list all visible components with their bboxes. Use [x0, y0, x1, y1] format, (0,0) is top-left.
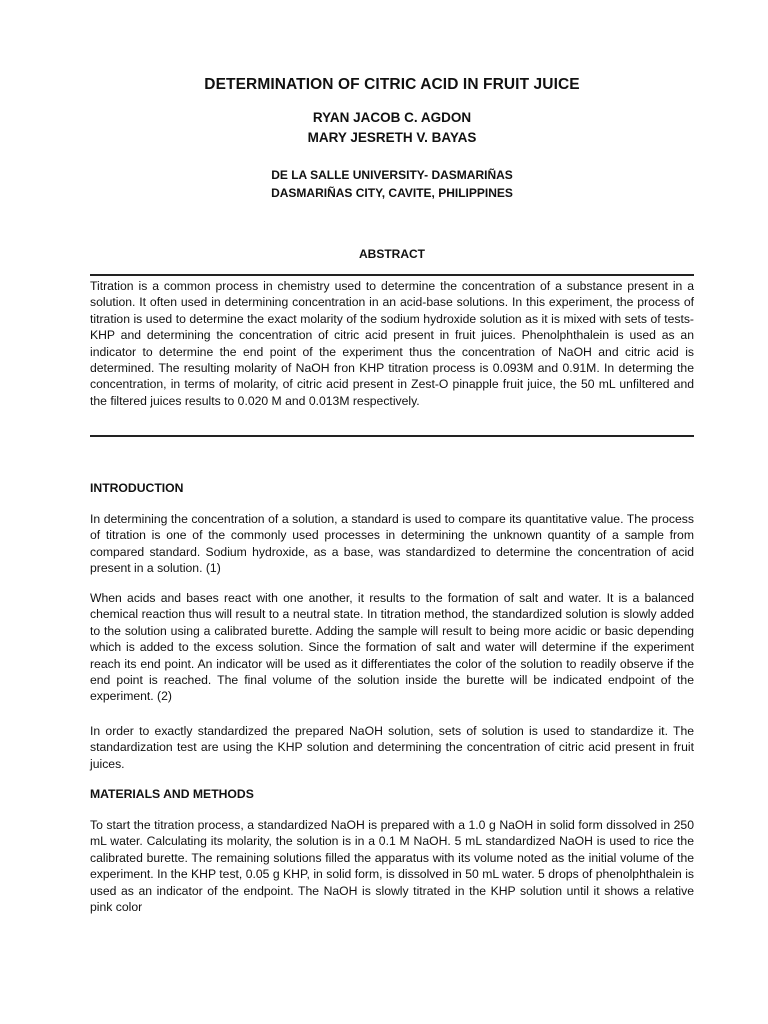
abstract-top-rule — [90, 274, 694, 276]
affiliation-line: DE LA SALLE UNIVERSITY- DASMARIÑAS — [271, 168, 513, 182]
methods-heading: MATERIALS AND METHODS — [90, 787, 254, 801]
introduction-paragraph: In order to exactly standardized the prepared NaOH solution, sets of solution is used to standardize it. The standardization test are using the KHP solution and determining the concentration of citric acid present in fruit juices. — [90, 724, 694, 771]
abstract-bottom-rule — [90, 435, 694, 437]
introduction-paragraph: In determining the concentration of a solution, a standard is used to compare its quantitative value. The process of titration is one of the commonly used processes in determining the unknown quantity of a sample from compared standard. Sodium hydroxide, as a base, was standardized to determine the concentration of acid present in a solution. (1) — [90, 512, 694, 576]
affiliation-line: DASMARIÑAS CITY, CAVITE, PHILIPPINES — [271, 186, 513, 200]
paper-page — [90, 0, 694, 1024]
introduction-heading: INTRODUCTION — [90, 481, 184, 495]
paper-title: DETERMINATION OF CITRIC ACID IN FRUIT JUICE — [204, 76, 580, 93]
abstract-text: Titration is a common process in chemistry used to determine the concentration of a substance present in a solution. It often used in determining concentration in an acid-base solutions. In this experiment, the process of titration is used to determine the exact molarity of the sodium hydroxide solution as it is mixed with sets of tests- KHP and determining the concentration of citric acid present in fruit juices. Phenolphthalein is used as an indicator to determine the end point of the experiment thus the concentration of NaOH and citric acid is determined. The resulting molarity of NaOH fron KHP titration process is 0.093M and 0.91M. In determing the concentration, in terms of molarity, of citric acid present in Zest-O pinapple fruit juice, the 50 mL unfiltered and the filtered juices results to 0.020 M and 0.013M respectively. — [90, 279, 694, 408]
author-name: RYAN JACOB C. AGDON — [312, 110, 472, 125]
abstract-heading: ABSTRACT — [359, 247, 425, 261]
methods-paragraph: To start the titration process, a standardized NaOH is prepared with a 1.0 g NaOH in solid form dissolved in 250 mL water. Calculating its molarity, the solution is in a 0.1 M NaOH. 5 mL standardized NaOH is used to rice the calibrated burette. The remaining solutions filled the apparatus with its volume noted as the initial volume of the experiment. In the KHP test, 0.05 g KHP, in solid form, is dissolved in 50 mL water. 5 drops of phenolphthalein is used as an indicator of the endpoint. The NaOH is slowly titrated in the KHP solution until it shows a relative pink color — [90, 818, 694, 915]
introduction-paragraph: When acids and bases react with one another, it results to the formation of salt and water. It is a balanced chemical reaction thus will result to a neutral state. In titration method, the standardized solution is slowly added to the solution using a calibrated burette. Adding the sample will result to being more acidic or basic depending which is added to the excess solution. Since the formation of salt and water will determine if the experiment reach its end point. An indicator will be used as it differentiates the color of the solution to readily observe if the end point is reached. The final volume of the solution inside the burette will be indicated endpoint of the experiment. (2) — [90, 591, 694, 704]
author-name: MARY JESRETH V. BAYAS — [307, 130, 477, 145]
